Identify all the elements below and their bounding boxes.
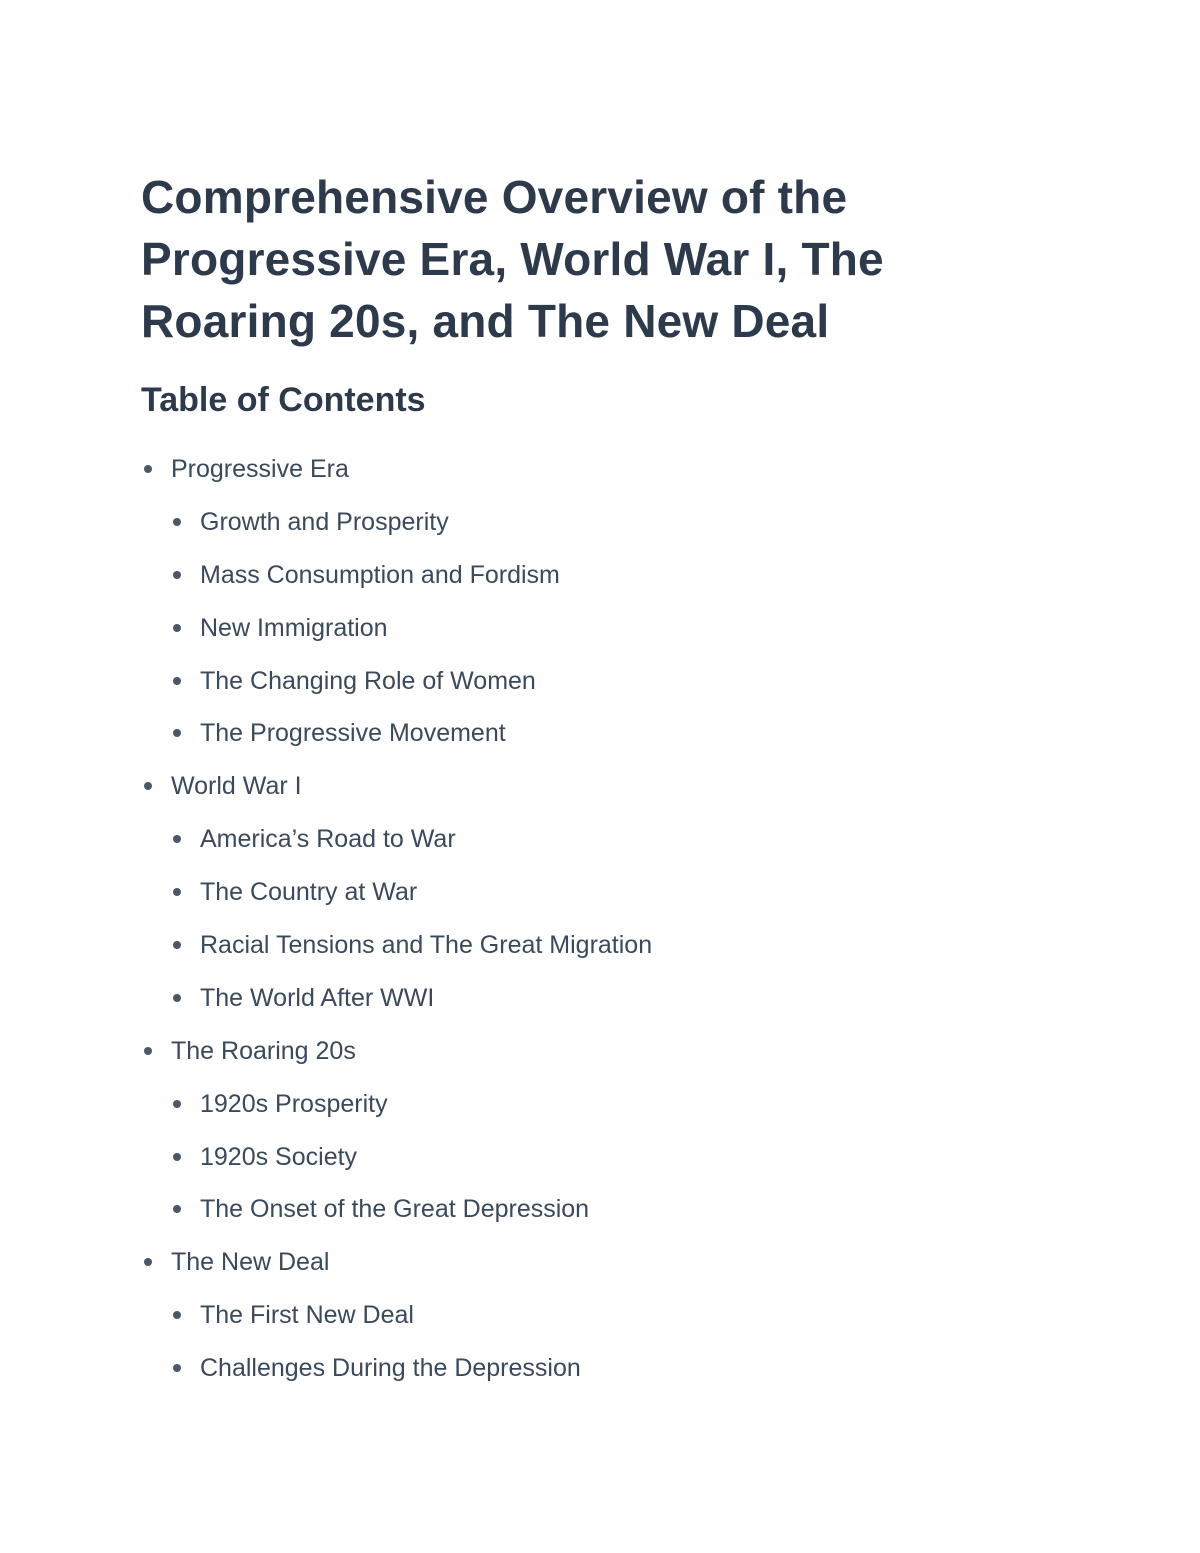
toc-item-world-after-wwi[interactable] [141, 972, 1041, 1025]
toc-item-label: Mass Consumption and Fordism [200, 560, 560, 589]
toc-item-label: The New Deal [171, 1248, 330, 1277]
toc-item-progressive-movement[interactable] [141, 707, 1041, 760]
toc-item-label: 1920s Society [200, 1142, 358, 1171]
bullet-icon [173, 571, 181, 579]
bullet-icon [173, 1205, 181, 1213]
toc-item-changing-role-of-women[interactable] [141, 655, 1041, 708]
toc-item-world-war-i[interactable] [141, 760, 1041, 813]
bullet-icon [173, 518, 181, 526]
table-of-contents [141, 443, 1041, 1395]
toc-item-label: New Immigration [200, 613, 388, 642]
toc-item-label: The Roaring 20s [171, 1036, 356, 1065]
bullet-icon [173, 729, 181, 737]
toc-item-onset-great-depression[interactable] [141, 1183, 1041, 1236]
toc-item-label: Progressive Era [171, 455, 349, 483]
toc-item-label: The World After WWI [200, 983, 435, 1012]
toc-item-progressive-era[interactable] [141, 443, 1041, 496]
bullet-icon [173, 994, 181, 1002]
toc-item-label: The Country at War [200, 878, 418, 907]
bullet-icon [173, 677, 181, 685]
toc-item-growth-and-prosperity[interactable] [141, 496, 1041, 549]
bullet-icon [144, 465, 152, 473]
toc-heading: Table of Contents [141, 381, 426, 419]
toc-item-label: Racial Tensions and The Great Migration [200, 931, 653, 960]
toc-item-label: The Changing Role of Women [200, 666, 536, 695]
bullet-icon [173, 1364, 181, 1372]
bullet-icon [173, 624, 181, 632]
bullet-icon [144, 1258, 152, 1266]
toc-item-label: Challenges During the Depression [200, 1354, 581, 1383]
toc-item-1920s-prosperity[interactable] [141, 1078, 1041, 1131]
toc-item-label: America’s Road to War [200, 825, 456, 854]
toc-item-label: The First New Deal [200, 1301, 414, 1330]
toc-item-americas-road-to-war[interactable] [141, 813, 1041, 866]
bullet-icon [144, 782, 152, 790]
toc-item-label: The Progressive Movement [200, 719, 506, 748]
toc-item-mass-consumption-and-fordism[interactable] [141, 549, 1041, 602]
toc-item-racial-tensions-great-migration[interactable] [141, 919, 1041, 972]
bullet-icon [173, 1100, 181, 1108]
toc-item-label: 1920s Prosperity [200, 1089, 388, 1118]
bullet-icon [173, 1311, 181, 1319]
toc-item-new-immigration[interactable] [141, 602, 1041, 655]
toc-item-label: Growth and Prosperity [200, 507, 449, 536]
bullet-icon [173, 835, 181, 843]
bullet-icon [173, 888, 181, 896]
toc-item-country-at-war[interactable] [141, 866, 1041, 919]
bullet-icon [144, 1047, 152, 1055]
toc-item-challenges-during-depression[interactable] [141, 1342, 1041, 1395]
toc-item-1920s-society[interactable] [141, 1131, 1041, 1184]
page-title: Comprehensive Overview of the Progressive Era, World War I, The Roaring 20s, and The New Deal [141, 171, 884, 347]
toc-item-roaring-20s[interactable] [141, 1025, 1041, 1078]
toc-item-label: The Onset of the Great Depression [200, 1195, 590, 1224]
toc-item-first-new-deal[interactable] [141, 1289, 1041, 1342]
toc-item-label: World War I [171, 772, 302, 801]
bullet-icon [173, 1153, 181, 1161]
bullet-icon [173, 941, 181, 949]
toc-item-new-deal[interactable] [141, 1236, 1041, 1289]
